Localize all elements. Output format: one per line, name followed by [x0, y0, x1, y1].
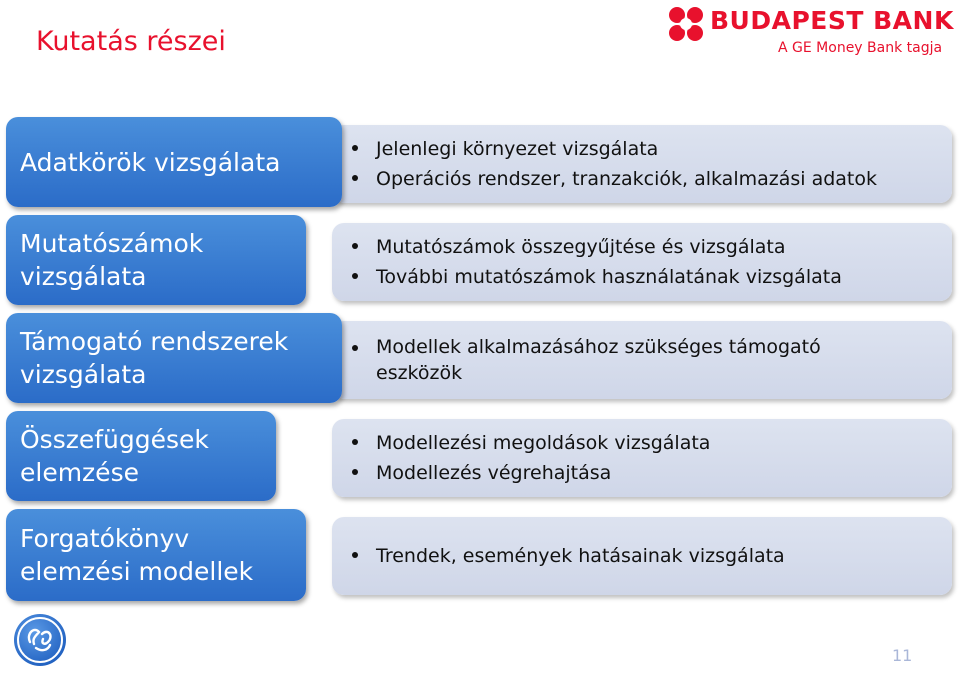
section-label: Összefüggések elemzése [20, 425, 209, 487]
budapest-bank-logo [666, 4, 954, 64]
list-item: Trendek, események hatásainak vizsgálata [376, 541, 940, 571]
budapest-bank-logo-icon [666, 4, 706, 44]
section-detail-box [332, 517, 952, 595]
list-item: Operációs rendszer, tranzakciók, alkalmazási adatok [376, 164, 940, 194]
section-label-box [6, 411, 276, 501]
slide-title: Kutatás részei [36, 26, 226, 57]
section-detail-list [376, 541, 940, 571]
section-label: Forgatókönyv elemzési modellek [20, 524, 254, 586]
section-detail-box [332, 223, 952, 301]
section-detail-list [376, 134, 940, 194]
brand-name: BUDAPEST BANK [710, 6, 954, 35]
section-detail-list [376, 232, 940, 292]
section-label-box [6, 509, 306, 601]
brand-tagline: A GE Money Bank tagja [778, 40, 943, 56]
section-label: Adatkörök vizsgálata [20, 147, 281, 177]
list-item: További mutatószámok használatának vizsgálata [376, 262, 940, 292]
section-label: Támogató rendszerek vizsgálata [20, 327, 289, 389]
list-item: Jelenlegi környezet vizsgálata [376, 134, 940, 164]
section-label-box [6, 117, 342, 207]
section-label-box [6, 313, 342, 403]
section-detail-list [376, 428, 940, 488]
section-detail-box [332, 419, 952, 497]
section-label: Mutatószámok vizsgálata [20, 229, 204, 291]
page-number: 11 [892, 646, 913, 665]
section-label-box [6, 215, 306, 305]
list-item: Modellezés végrehajtása [376, 458, 940, 488]
section-detail-box [332, 125, 952, 203]
list-item: Mutatószámok összegyűjtése és vizsgálata [376, 232, 940, 262]
list-item: Modellek alkalmazásához szükséges támogató eszközök [376, 334, 896, 386]
ge-logo-icon [12, 612, 68, 668]
list-item: Modellezési megoldások vizsgálata [376, 428, 940, 458]
section-detail-list [376, 334, 940, 386]
section-detail-box [332, 321, 952, 399]
